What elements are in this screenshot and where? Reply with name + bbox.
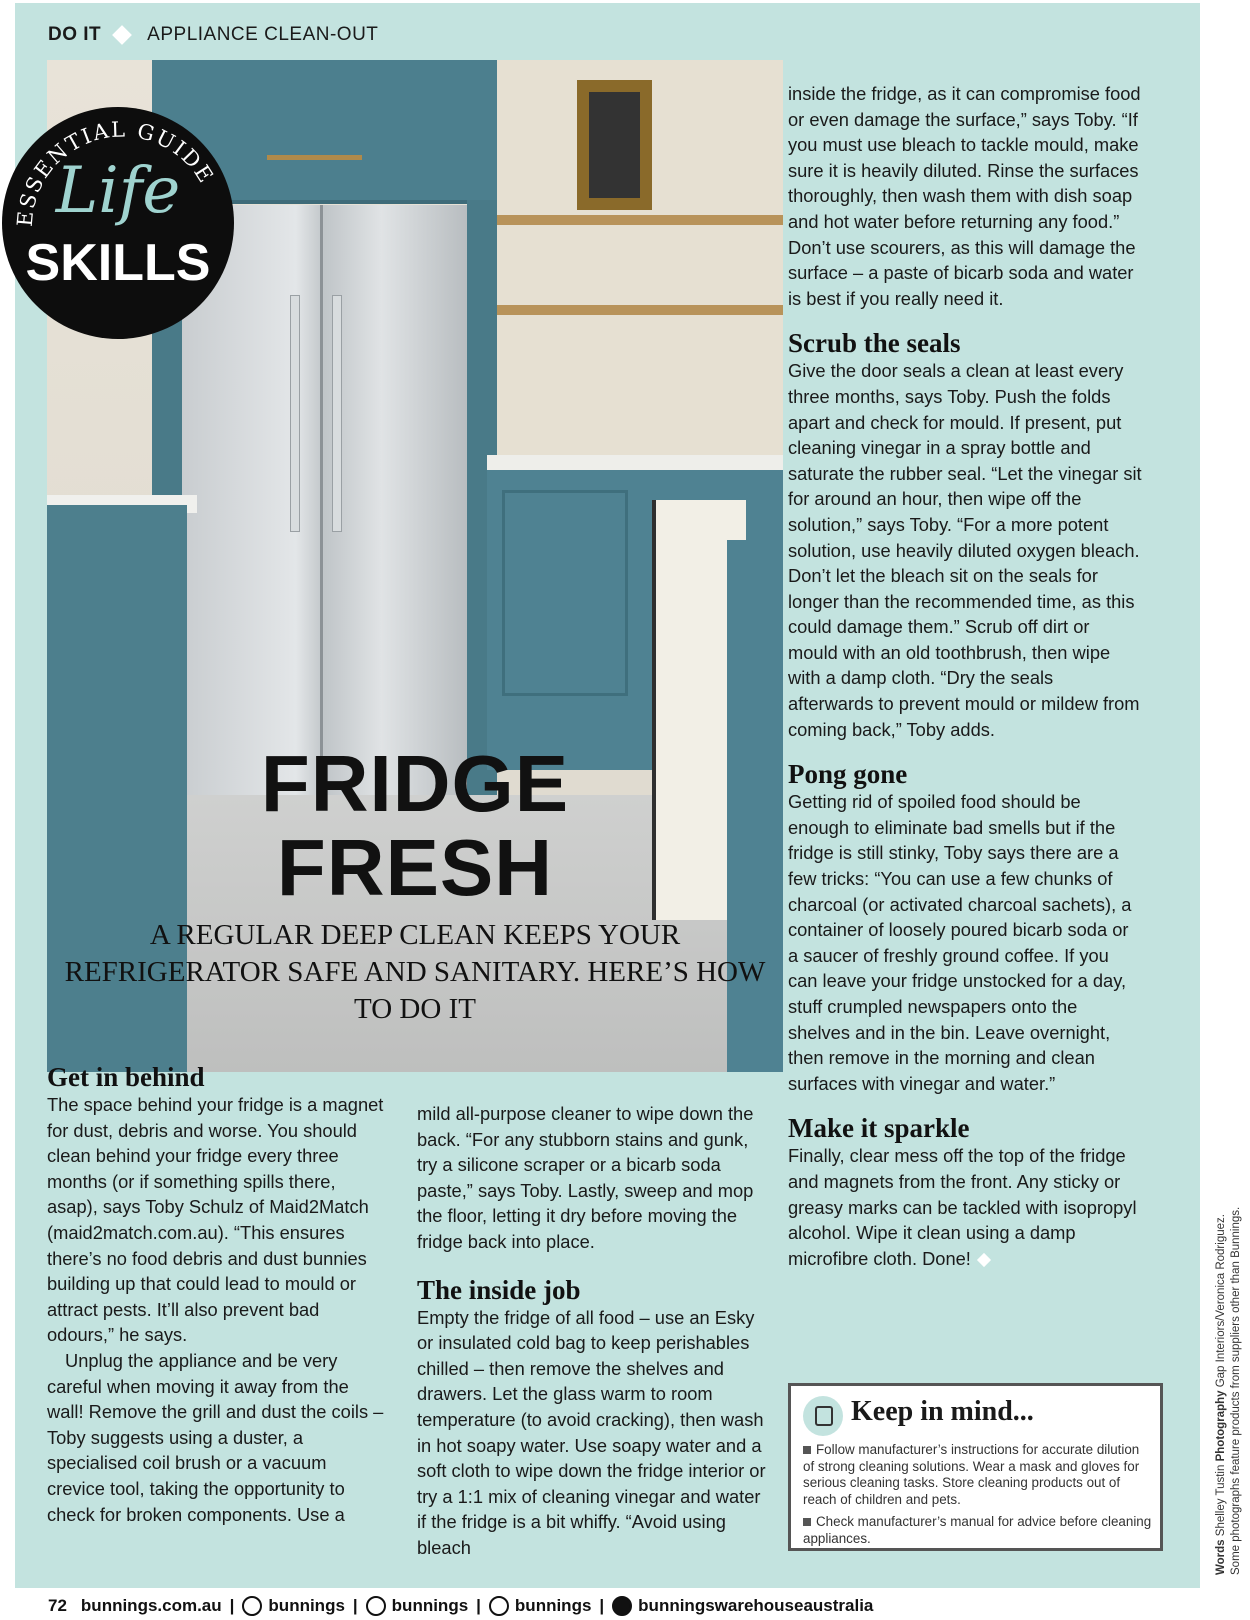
end-diamond-icon <box>977 1253 991 1267</box>
paragraph: Empty the fridge of all food – use an Esky or insulated cold bag to keep perishables chilled – then remove the shelves and drawers. Let the glass warm to room temperature (to avoid cracking), then wash in hot soapy water. Use soapy water and a soft cloth to wipe down the fridge interior or try a 1:1 mix of cleaning vinegar and water if the fridge is a bit whiffy. “Avoid using bleach <box>417 1306 766 1558</box>
topic-label: APPLIANCE CLEAN-OUT <box>147 24 379 45</box>
paragraph: Give the door seals a clean at least every three months, says Toby. Push the folds apart and check for mould. If present, put cleaning vinegar in a spray bottle and saturate the rubber seal. “Let the vinegar sit for around an hour, then wipe off the solution,” says Toby. “For a more potent solution, use heavily diluted oxygen bleach. Don’t let the bleach sit on the seals for longer than the recommended time, as this could damage them.” Scrub off dirt or mould with an old toothbrush, then wipe with a damp cloth. “Dry the seals afterwards to prevent mould or mildew from coming back,” Toby adds. <box>788 360 1142 740</box>
badge-life: Life <box>55 154 181 228</box>
page-subtitle: A REGULAR DEEP CLEAN KEEPS YOUR REFRIGERATOR SAFE AND SANITARY. HERE’S HOW TO DO IT <box>64 919 766 1025</box>
bullet-square-icon <box>803 1518 811 1526</box>
list-item: Follow manufacturer’s instructions for accurate dilution of strong cleaning solutions. Wear a mask and gloves for serious cleaning tasks. Store cleaning products out of reach of children and pets. <box>803 1442 1140 1507</box>
picture-frame <box>577 80 652 210</box>
section-label: DO IT <box>48 24 102 45</box>
page-footer: 72 bunnings.com.au | bunnings | bunnings | bunnings | bunningswarehouseaustralia <box>48 1596 874 1615</box>
title-line-2: FRESH <box>276 823 554 912</box>
tiktok-handle[interactable]: bunnings <box>514 1596 592 1615</box>
column-2 <box>417 1101 769 1561</box>
photo-credits: Words Shelley Tustin Photography Gap Interiors/Veronica Rodriguez. Some photographs feature products from suppliers other than Bunnings. <box>1215 1206 1242 1575</box>
heading-scrub-the-seals: Scrub the seals <box>788 328 961 359</box>
page-title <box>47 739 783 912</box>
paragraph-text: Finally, clear mess off the top of the fridge and magnets from the front. Any sticky or greasy marks can be tackled with isopropyl alcohol. Wipe it clean using a damp microfibre cloth. Done! <box>788 1145 1137 1269</box>
instagram-handle[interactable]: bunnings <box>268 1596 345 1615</box>
instagram-icon[interactable] <box>242 1596 262 1616</box>
list-item: Check manufacturer’s manual for advice before cleaning appliances. <box>803 1514 1152 1546</box>
heading-pong-gone: Pong gone <box>788 759 908 790</box>
paragraph: Getting rid of spoiled food should be enough to eliminate bad smells but if the fridge is still stinky, Toby says there are a few tricks: “You can use a few chunks of charcoal (or activated charcoal sachets), a container of loosely poured bicarb soda or a saucer of freshly ground coffee. If you can leave your fridge unstocked for a day, stuff crumpled newspapers onto the shelves and in the bin. Leave overnight, then remove in the morning and clean surfaces with vinegar and water.” <box>788 791 1132 1094</box>
website-link[interactable]: bunnings.com.au <box>80 1596 222 1615</box>
keep-in-mind-box <box>788 1383 1163 1551</box>
section-header <box>48 22 378 48</box>
paragraph: The space behind your fridge is a magnet for dust, debris and worse. You should clean behind your fridge every three months (or if something spills there, asap), says Toby Schulz of Maid2Match (maid2match.com.au). “This ensures there’s no food debris and dust bunnies building up that could lead to mould or attract pests. It’ll also prevent bad odours,” he says. <box>47 1094 384 1346</box>
heading-make-it-sparkle: Make it sparkle <box>788 1113 970 1144</box>
keep-in-mind-list <box>803 1442 1153 1553</box>
badge-arc-text: ESSENTIAL GUIDE <box>12 117 219 228</box>
paragraph <box>788 1143 1143 1271</box>
paragraph: Unplug the appliance and be very careful when moving it away from the wall! Remove the grill and dust the coils – Toby suggests using a duster, a specialised coil brush or a vacuum crevice tool, taking the opportunity to check for broken components. Use a <box>47 1349 384 1525</box>
page-number: 72 <box>48 1596 67 1615</box>
paragraph: inside the fridge, as it can compromise food or even damage the surface,” says Toby. “If you must use bleach to tackle mould, make sure it is heavily diluted. Rinse the surfaces thoroughly, then wash them with dish soap and hot water before returning any food.” Don’t use scourers, as this will damage the surface – a paste of bicarb soda and water is best if you really need it. <box>788 83 1141 309</box>
badge-skills: SKILLS <box>25 234 211 292</box>
essential-guide-badge <box>2 107 234 339</box>
shelf <box>487 305 783 315</box>
heading-inside-job: The inside job <box>417 1274 581 1305</box>
column-1 <box>47 1062 387 1527</box>
pinterest-handle[interactable]: bunnings <box>391 1596 469 1615</box>
facebook-handle[interactable]: bunningswarehouseaustralia <box>638 1596 874 1615</box>
keep-in-mind-title: Keep in mind... <box>851 1396 1034 1427</box>
bullet-square-icon <box>803 1446 811 1454</box>
diamond-icon <box>112 25 132 45</box>
title-line-1: FRIDGE <box>260 739 570 828</box>
paragraph: mild all-purpose cleaner to wipe down the back. “For any stubborn stains and gunk, try a silicone scraper or a bicarb soda paste,” says Toby. Lastly, sweep and mop the floor, letting it dry before moving the fridge back into place. <box>417 1103 754 1252</box>
column-3 <box>788 81 1143 1271</box>
pinterest-icon[interactable] <box>366 1596 386 1616</box>
heading-get-in-behind: Get in behind <box>47 1062 205 1092</box>
lightbulb-speech-icon <box>803 1396 843 1436</box>
shelf <box>487 215 783 225</box>
tiktok-icon[interactable] <box>489 1596 509 1616</box>
facebook-icon[interactable] <box>612 1596 632 1616</box>
